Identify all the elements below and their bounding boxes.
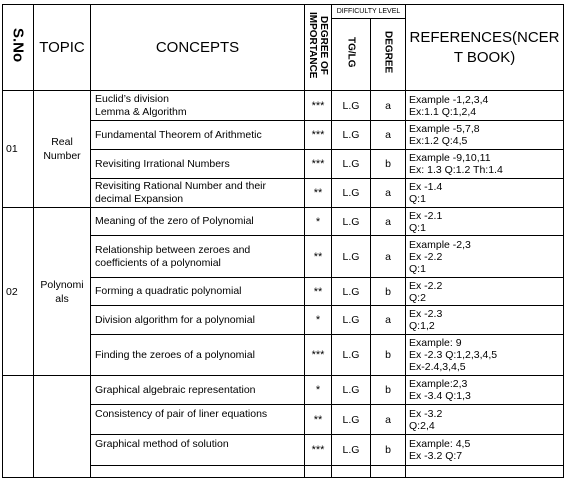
degree-cell: b xyxy=(371,335,406,376)
reference-line: Ex:1.2 Q:4,5 xyxy=(409,135,468,147)
tglg-cell: L.G xyxy=(332,236,371,278)
importance-cell: ** xyxy=(305,236,332,278)
concept-line: Division algorithm for a polynomial xyxy=(95,313,255,326)
importance-cell: ** xyxy=(305,405,332,435)
reference-cell xyxy=(406,208,564,236)
empty-cell xyxy=(406,466,564,478)
importance-cell: *** xyxy=(305,121,332,150)
degree-cell: a xyxy=(371,91,406,121)
section-topic xyxy=(34,376,91,478)
reference-cell xyxy=(406,236,564,278)
degree-cell: b xyxy=(371,435,406,466)
reference-line: Ex -2.2 xyxy=(409,250,443,263)
concept-line: Forming a quadratic polynomial xyxy=(95,285,242,297)
concept-cell xyxy=(91,376,305,405)
importance-header xyxy=(305,5,332,91)
degree-header-text: DEGREE xyxy=(382,30,394,74)
references-header xyxy=(406,5,564,91)
reference-line: Ex -2.1 xyxy=(409,209,443,222)
tglg-cell: L.G xyxy=(332,405,371,435)
empty-cell xyxy=(332,466,371,478)
concept-line: Lemma & Algorithm xyxy=(95,105,187,118)
reference-cell xyxy=(406,435,564,466)
concept-line: Relationship between zeroes and xyxy=(95,243,251,256)
reference-line: Ex: 1.3 Q:1.2 Th:1.4 xyxy=(409,164,503,176)
concept-cell xyxy=(91,405,305,435)
reference-line: Q:1 xyxy=(409,193,426,205)
concept-line: Revisiting Rational Number and their xyxy=(95,180,266,192)
concept-line: Revisiting Irrational Numbers xyxy=(95,157,230,170)
reference-line: Q:2,4 xyxy=(409,419,435,432)
tglg-cell: L.G xyxy=(332,91,371,121)
reference-line: Example -2,3 xyxy=(409,238,471,251)
syllabus-table xyxy=(2,4,564,478)
section-number: 02 xyxy=(3,208,34,376)
references-line1: REFERENCES(NCER xyxy=(409,28,560,46)
difficulty-level-header: DIFFICULTY LEVEL xyxy=(332,5,406,19)
degree-cell: a xyxy=(371,405,406,435)
empty-cell xyxy=(371,466,406,478)
reference-line: Ex -1.4 xyxy=(409,181,443,193)
concept-cell xyxy=(91,236,305,278)
tglg-cell: L.G xyxy=(332,435,371,466)
reference-line: Ex -3.2 xyxy=(409,407,443,420)
table-row xyxy=(3,91,564,121)
reference-line: Example -1,2,3,4 xyxy=(409,93,489,106)
topic-line2: als xyxy=(55,292,69,305)
empty-cell xyxy=(305,466,332,478)
degree-cell: a xyxy=(371,179,406,208)
degree-cell: a xyxy=(371,306,406,335)
tglg-cell: L.G xyxy=(332,179,371,208)
concept-line: decimal Expansion xyxy=(95,193,184,205)
concept-cell xyxy=(91,435,305,466)
importance-line1: DEGREE OF xyxy=(318,15,329,75)
tglg-cell: L.G xyxy=(332,278,371,306)
degree-header xyxy=(371,19,406,91)
concept-line: Consistency of pair of liner equations xyxy=(95,408,268,420)
topic-line2: Number xyxy=(43,150,81,162)
reference-line: Q:1 xyxy=(409,221,426,234)
concept-cell xyxy=(91,335,305,376)
concept-cell xyxy=(91,179,305,208)
reference-cell xyxy=(406,91,564,121)
reference-cell xyxy=(406,278,564,306)
reference-cell xyxy=(406,121,564,150)
concept-line: Meaning of the zero of Polynomial xyxy=(95,215,254,227)
reference-cell xyxy=(406,179,564,208)
reference-line: Q:1,2 xyxy=(409,320,435,332)
concept-cell xyxy=(91,121,305,150)
sno-header-text: S.No xyxy=(9,27,27,63)
reference-line: Example: 9 xyxy=(409,337,462,349)
reference-line: Ex-2.4,3,4,5 xyxy=(409,361,466,373)
degree-cell: b xyxy=(371,278,406,306)
concept-cell xyxy=(91,91,305,121)
reference-cell xyxy=(406,335,564,376)
reference-line: Ex -2.2 xyxy=(409,279,443,292)
importance-cell: * xyxy=(305,376,332,405)
topic-header: TOPIC xyxy=(34,5,91,91)
degree-cell: b xyxy=(371,150,406,179)
reference-line: Example -5,7,8 xyxy=(409,123,480,135)
importance-cell: * xyxy=(305,306,332,335)
table-row xyxy=(3,376,564,405)
table-row xyxy=(3,208,564,236)
importance-cell: *** xyxy=(305,335,332,376)
concept-cell xyxy=(91,278,305,306)
importance-header-text xyxy=(307,12,329,78)
concept-cell xyxy=(91,306,305,335)
reference-line: Ex:1.1 Q:1,2,4 xyxy=(409,105,477,118)
importance-cell: * xyxy=(305,208,332,236)
tglg-cell: L.G xyxy=(332,376,371,405)
concept-cell xyxy=(91,150,305,179)
importance-line2: IMPORTANCE xyxy=(307,11,318,79)
tglg-header-text: TG/LG xyxy=(345,36,357,68)
topic-line1: Real xyxy=(51,136,73,148)
degree-cell: b xyxy=(371,376,406,405)
concept-line: Graphical algebraic representation xyxy=(95,383,256,396)
concept-line: Graphical method of solution xyxy=(95,438,229,450)
reference-line: Ex -2.3 xyxy=(409,308,443,320)
tglg-cell: L.G xyxy=(332,306,371,335)
section-number xyxy=(3,376,34,478)
reference-line: Example:2,3 xyxy=(409,378,468,390)
concept-line: Euclid’s division xyxy=(95,92,169,105)
reference-line: Example -9,10,11 xyxy=(409,152,491,164)
reference-line: Ex -3.2 Q:7 xyxy=(409,450,463,462)
section-topic xyxy=(34,91,91,208)
topic-line1: Polynomi xyxy=(40,278,84,291)
references-line2: T BOOK) xyxy=(453,48,516,66)
tglg-cell: L.G xyxy=(332,150,371,179)
tglg-cell: L.G xyxy=(332,121,371,150)
importance-cell: ** xyxy=(305,179,332,208)
degree-cell: a xyxy=(371,208,406,236)
reference-line: Q:2 xyxy=(409,291,426,304)
importance-cell: ** xyxy=(305,278,332,306)
tglg-header xyxy=(332,19,371,91)
section-number: 01 xyxy=(3,91,34,208)
concept-line: Finding the zeroes of a polynomial xyxy=(95,348,255,361)
empty-cell xyxy=(91,466,305,478)
reference-cell xyxy=(406,376,564,405)
reference-cell xyxy=(406,405,564,435)
importance-cell: *** xyxy=(305,91,332,121)
reference-cell xyxy=(406,150,564,179)
reference-line: Q:1 xyxy=(409,262,426,275)
tglg-cell: L.G xyxy=(332,335,371,376)
importance-cell: *** xyxy=(305,435,332,466)
concept-line: coefficients of a polynomial xyxy=(95,256,221,269)
section-topic xyxy=(34,208,91,376)
concept-cell xyxy=(91,208,305,236)
reference-cell xyxy=(406,306,564,335)
tglg-cell: L.G xyxy=(332,208,371,236)
reference-line: Ex -2.3 Q:1,2,3,4,5 xyxy=(409,349,498,361)
importance-cell: *** xyxy=(305,150,332,179)
sno-header xyxy=(3,5,34,91)
degree-cell: a xyxy=(371,236,406,278)
concept-line: Fundamental Theorem of Arithmetic xyxy=(95,128,262,141)
reference-line: Example: 4,5 xyxy=(409,438,471,450)
concepts-header: CONCEPTS xyxy=(91,5,305,91)
degree-cell: a xyxy=(371,121,406,150)
reference-line: Ex -3.4 Q:1,3 xyxy=(409,390,471,402)
